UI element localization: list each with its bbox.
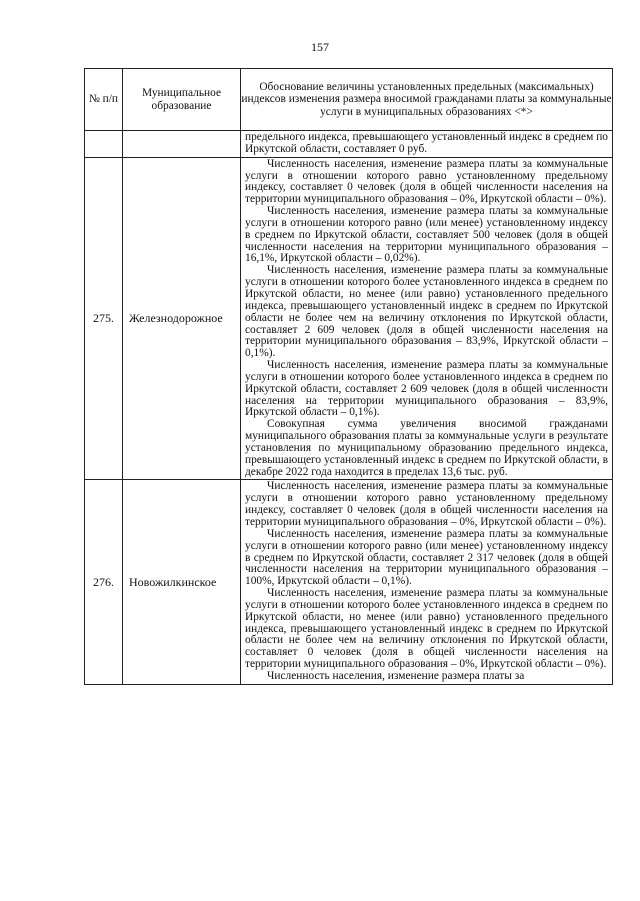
paragraph: Численность населения, изменение размера платы за коммунальные услуги в отношении которого равно установленному предельному индексу, составляет 0 человек (доля в общей численности населения на территории муниципального образования – 0%, Иркутской области – 0%).: [245, 157, 608, 206]
paragraph: Численность населения, изменение размера платы за коммунальные услуги в отношении которого равно установленному предельному индексу, составляет 0 человек (доля в общей численности населения на территории муниципального образования – 0%, Иркутской области – 0%).: [245, 480, 608, 528]
paragraph: предельного индекса, превышающего установленный индекс в среднем по Иркутской области, составляет 0 руб.: [245, 131, 608, 155]
paragraph: Численность населения, изменение размера платы за: [267, 669, 525, 682]
page-number: 157: [311, 40, 329, 54]
paragraph: Численность населения, изменение размера платы за коммунальные услуги в отношении которого более установленного индекса в среднем по Иркутской области, но менее (или равно) установленного предельного индекса, превышающего установленный индекс в среднем по Иркутской области не более чем на величину отклонения по Иркутской области, составляет 2 609 человек (доля в общей численности населения на территории муниципального образования – 83,9%, Иркутской области – 0,1%).: [245, 264, 608, 360]
cell-continuation-text: [241, 131, 613, 158]
header-number: № п/п: [85, 69, 123, 131]
paragraph: Численность населения, изменение размера платы за коммунальные услуги в отношении которого равно (или менее) установленному индексу в среднем по Иркутской области, составляет 2 317 человек (доля в общей численности населения на территории муниципального образования – 100%, Иркутской области – 0,1%).: [245, 527, 608, 588]
paragraph: Численность населения, изменение размера платы за коммунальные услуги в отношении которого равно (или менее) установленному индексу в среднем по Иркутской области, составляет 500 человек (доля в общей численности населения на территории муниципального образования – 16,1%, Иркутской области – 0,02%).: [245, 205, 608, 265]
table-row: [85, 480, 613, 684]
table-row: [85, 157, 613, 480]
paragraph: Численность населения, изменение размера платы за коммунальные услуги в отношении которого более установленного индекса в среднем по Иркутской области, но менее (или равно) установленного предельного индекса, превышающего установленный индекс в среднем по Иркутской области не более чем на величину отклонения по Иркутской области, составляет 0 человек (доля в общей численности населения на территории муниципального образования – 0%, Иркутской области – 0%).: [245, 587, 608, 671]
cell-justification: [241, 480, 613, 684]
cell-row-number: 276.: [85, 480, 123, 684]
justification-table: [84, 68, 613, 685]
header-municipality: Муниципальное образование: [123, 69, 241, 131]
table-row-continuation: [85, 131, 613, 158]
cell-row-number: 275.: [85, 157, 123, 480]
cell-empty: [85, 131, 123, 158]
header-justification: Обоснование величины установленных предельных (максимальных) индексов изменения размера вносимой гражданами платы за коммунальные услуги в муниципальных образованиях <*>: [241, 69, 613, 131]
cell-empty: [123, 131, 241, 158]
cell-justification: [241, 157, 613, 480]
paragraph: Численность населения, изменение размера платы за коммунальные услуги в отношении которого более установленного индекса в среднем по Иркутской области, составляет 2 609 человек (доля в общей численности населения на территории муниципального образования – 83,9%, Иркутской области – 0,1%).: [245, 359, 608, 419]
paragraph: Совокупная сумма увеличения вносимой гражданами муниципального образования платы за коммунальные услуги в результате установления по муниципальному образованию предельного индекса, превышающего установленный индекс в среднем по Иркутской области, в декабре 2022 года находится в пределах 13,6 тыс. руб.: [245, 418, 608, 478]
table-header-row: [85, 69, 613, 131]
cell-municipality: Новожилкинское: [123, 480, 241, 684]
cell-municipality: Железнодорожное: [123, 157, 241, 480]
